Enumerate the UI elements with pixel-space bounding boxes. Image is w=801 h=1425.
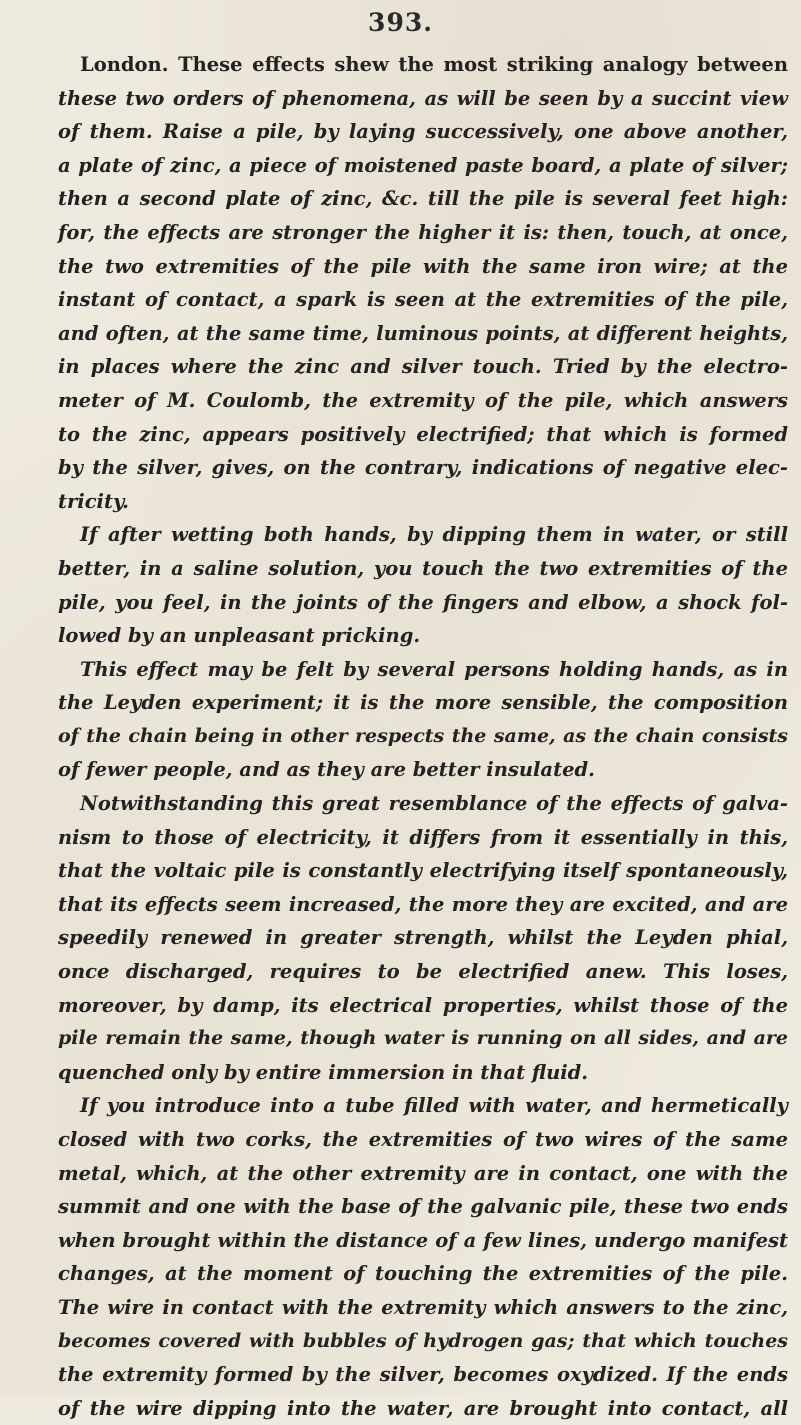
text-line: that the voltaic pile is constantly electrifying itself spontaneously, [58, 859, 788, 883]
text-line: moreover, by damp, its electrical properties, whilst those of the [58, 993, 788, 1017]
text-line: Notwithstanding this great resemblance of the effects of galva- [80, 792, 788, 816]
text-line: of the wire dipping into the water, are brought into contact, all [58, 1396, 788, 1420]
text-line: of them. Raise a pile, by laying successively, one above another, [58, 120, 788, 144]
text-line: tricity. [58, 489, 129, 513]
text-line: the extremity formed by the silver, becomes oxydized. If the ends [58, 1363, 788, 1387]
text-line: then a second plate of zinc, &c. till the pile is several feet high: [58, 187, 788, 211]
text-line: speedily renewed in greater strength, whilst the Leyden phial, [58, 926, 788, 950]
text-line: a plate of zinc, a piece of moistened paste board, a plate of silver; [58, 153, 788, 177]
text-line: This effect may be felt by several persons holding hands, as in [80, 657, 788, 681]
text-line: London. These effects shew the most striking analogy between [80, 53, 788, 76]
text-line: changes, at the moment of touching the extremities of the pile. [58, 1262, 788, 1286]
text-line: the Leyden experiment; it is the more sensible, the composition [58, 691, 788, 715]
text-line: The wire in contact with the extremity which answers to the zinc, [58, 1295, 788, 1319]
text-line: becomes covered with bubbles of hydrogen gas; that which touches [58, 1329, 788, 1352]
body-text [58, 48, 788, 1425]
text-line: by the silver, gives, on the contrary, indications of negative elec- [58, 456, 788, 480]
text-line: metal, which, at the other extremity are in contact, one with the [58, 1161, 788, 1185]
text-line: for, the effects are stronger the higher it is: then, touch, at once, [58, 220, 788, 244]
text-line: pile, you feel, in the joints of the fingers and elbow, a shock fol- [58, 590, 788, 614]
text-line: the two extremities of the pile with the same iron wire; at the [58, 254, 788, 278]
text-line: better, in a saline solution, you touch the two extremities of the [58, 556, 788, 580]
text-line: lowed by an unpleasant pricking. [58, 624, 421, 648]
text-line: instant of contact, a spark is seen at the extremities of the pile, [58, 288, 788, 312]
text-line: If after wetting both hands, by dipping them in water, or still [80, 523, 788, 547]
text-line: these two orders of phenomena, as will be seen by a succint view [58, 86, 788, 110]
text-line: quenched only by entire immersion in that fluid. [58, 1060, 589, 1084]
text-line: that its effects seem increased, the more they are excited, and are [58, 892, 788, 916]
text-line: and often, at the same time, luminous points, at different heights, [58, 321, 788, 345]
page-number: 393. [368, 8, 433, 37]
text-line: to the zinc, appears positively electrified; that which is formed [58, 422, 788, 446]
text-line: summit and one with the base of the galvanic pile, these two ends [58, 1195, 788, 1219]
text-line: in places where the zinc and silver touch. Tried by the electro- [58, 355, 788, 379]
text-line: of the chain being in other respects the same, as the chain consists [58, 724, 788, 747]
text-line: meter of M. Coulomb, the extremity of the pile, which answers [58, 388, 788, 412]
text-line: pile remain the same, though water is running on all sides, and are [58, 1027, 788, 1050]
text-line: when brought within the distance of a few lines, undergo manifest [58, 1228, 788, 1252]
text-line: closed with two corks, the extremities of two wires of the same [58, 1128, 788, 1151]
text-line: once discharged, requires to be electrified anew. This loses, [58, 960, 788, 984]
text-line: If you introduce into a tube filled with water, and hermetically [80, 1094, 788, 1118]
text-line: nism to those of electricity, it differs from it essentially in this, [58, 825, 788, 849]
text-line: of fewer people, and as they are better insulated. [58, 758, 595, 782]
